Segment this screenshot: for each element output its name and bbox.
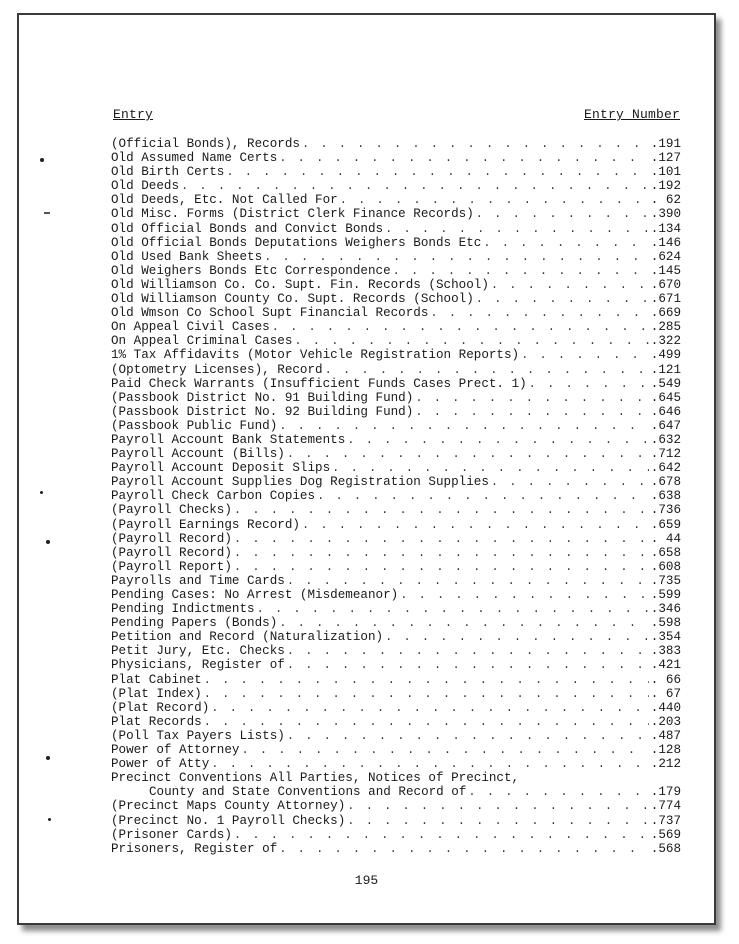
index-entry: (Passbook District No. 92 Building Fund) . . . .646 xyxy=(111,405,681,419)
index-entry: Payroll Account (Bills) . . . .712 xyxy=(111,447,681,461)
index-entry: (Precinct Maps County Attorney) . . . .774 xyxy=(111,799,681,813)
index-entry: (Passbook Public Fund) . . . .647 xyxy=(111,419,681,433)
index-entry: Payroll Check Carbon Copies . . . .638 xyxy=(111,489,681,503)
margin-mark xyxy=(48,818,51,821)
index-entry: (Prisoner Cards) . . . .569 xyxy=(111,828,681,842)
index-entry: (Payroll Report) . . . .608 xyxy=(111,560,681,574)
index-entry-continuation: County and State Conventions and Record of . . . .179 xyxy=(111,785,681,799)
index-entry: (Passbook District No. 91 Building Fund) . . . .645 xyxy=(111,391,681,405)
index-entry: Old Weighers Bonds Etc Correspondence . . . .145 xyxy=(111,264,681,278)
index-entry: Power of Attorney . . . .128 xyxy=(111,743,681,757)
index-entry: Old Assumed Name Certs . . . .127 xyxy=(111,151,681,165)
index-entry: Old Used Bank Sheets . . . .624 xyxy=(111,250,681,264)
entry-number-column-header: Entry Number xyxy=(583,107,680,122)
index-entry: Petit Jury, Etc. Checks . . . .383 xyxy=(111,644,681,658)
index-entry: Old Misc. Forms (District Clerk Finance Records) . . . .390 xyxy=(111,207,681,221)
index-entry: (Payroll Earnings Record) . . . .659 xyxy=(111,518,681,532)
index-entry: Petition and Record (Naturalization) . . . .354 xyxy=(111,630,681,644)
index-entry: On Appeal Criminal Cases . . . .322 xyxy=(111,334,681,348)
index-entry: (Payroll Record) . . . . 44 xyxy=(111,532,681,546)
index-entry: (Plat Record) . . . .440 xyxy=(111,701,681,715)
margin-mark xyxy=(40,491,43,494)
page-number: 195 xyxy=(354,873,379,888)
entry-column-header: Entry xyxy=(113,107,154,122)
index-entry: (Payroll Record) . . . .658 xyxy=(111,546,681,560)
index-entry: Power of Atty . . . .212 xyxy=(111,757,681,771)
index-entry: (Precinct No. 1 Payroll Checks) . . . .737 xyxy=(111,814,681,828)
index-entry: Old Deeds . . . .192 xyxy=(111,179,681,193)
index-entry: Payrolls and Time Cards . . . .735 xyxy=(111,574,681,588)
index-entry: Paid Check Warrants (Insufficient Funds Cases Prect. 1) . . . .549 xyxy=(111,377,681,391)
index-entry: (Poll Tax Payers Lists) . . . .487 xyxy=(111,729,681,743)
index-entry: Prisoners, Register of . . . .568 xyxy=(111,842,681,856)
index-entries xyxy=(111,137,681,856)
index-entry: 1% Tax Affidavits (Motor Vehicle Registration Reports) . . . .499 xyxy=(111,348,681,362)
index-entry: (Plat Index) . . . . 67 xyxy=(111,687,681,701)
index-entry: Plat Cabinet . . . . 66 xyxy=(111,673,681,687)
margin-mark xyxy=(44,212,50,214)
index-entry: Plat Records . . . .203 xyxy=(111,715,681,729)
index-entry: On Appeal Civil Cases . . . .285 xyxy=(111,320,681,334)
index-entry: Payroll Account Supplies Dog Registration Supplies . . . .678 xyxy=(111,475,681,489)
index-entry: Old Deeds, Etc. Not Called For . . . . 62 xyxy=(111,193,681,207)
index-entry: Old Official Bonds and Convict Bonds . . . .134 xyxy=(111,222,681,236)
document-page xyxy=(17,13,716,925)
index-entry: Pending Cases: No Arrest (Misdemeanor) . . . .599 xyxy=(111,588,681,602)
index-entry: Old Birth Certs . . . .101 xyxy=(111,165,681,179)
index-entry: Old Official Bonds Deputations Weighers Bonds Etc . . . .146 xyxy=(111,236,681,250)
index-entry: Payroll Account Bank Statements . . . .632 xyxy=(111,433,681,447)
index-entry: (Optometry Licenses), Record . . . .121 xyxy=(111,363,681,377)
index-entry: (Payroll Checks) . . . .736 xyxy=(111,503,681,517)
margin-mark xyxy=(40,158,44,162)
index-entry: Pending Indictments . . . .346 xyxy=(111,602,681,616)
index-entry: Old Williamson County Co. Supt. Records (School) . . . .671 xyxy=(111,292,681,306)
index-entry: Physicians, Register of . . . .421 xyxy=(111,658,681,672)
index-entry: Pending Papers (Bonds) . . . .598 xyxy=(111,616,681,630)
index-entry-multiline: Precinct Conventions All Parties, Notices of Precinct, xyxy=(111,771,520,786)
index-entry: (Official Bonds), Records . . . .191 xyxy=(111,137,681,151)
index-entry: Payroll Account Deposit Slips . . . .642 xyxy=(111,461,681,475)
margin-mark xyxy=(46,756,50,760)
margin-mark xyxy=(46,540,50,544)
index-entry: Old Williamson Co. Co. Supt. Fin. Records (School) . . . .670 xyxy=(111,278,681,292)
index-entry: Old Wmson Co School Supt Financial Records . . . .669 xyxy=(111,306,681,320)
